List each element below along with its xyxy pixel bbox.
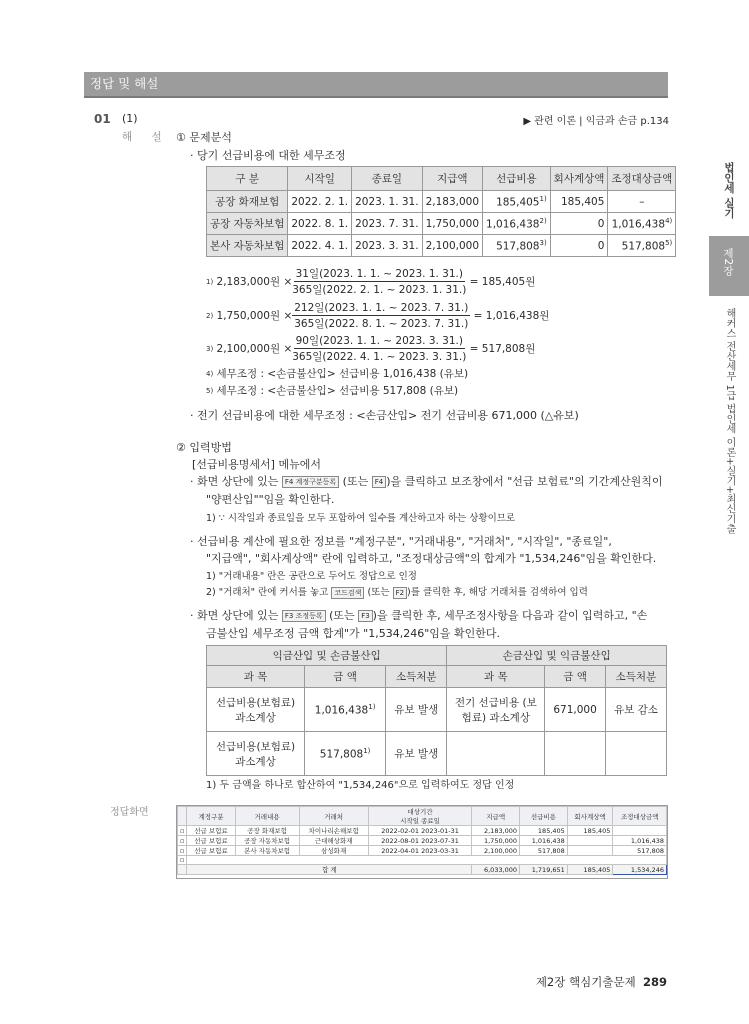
table-cell: 2023. 7. 31. [352,213,422,235]
side-category: 법인세 실기 [723,162,735,219]
adjustment-register-button[interactable]: F3 조정등록 [282,610,326,622]
cell-value: 1,016,438 [611,218,666,231]
grid-cell[interactable]: 삼성화재 [299,846,368,856]
col-header: 소득처분 [605,666,666,688]
table-cell: 2023. 1. 31. [352,191,422,213]
total-cell: 1,534,246 [613,865,667,875]
instruction-1-line2: "양편산입""임을 확인한다. [206,493,335,506]
grid-col-header: 선급비용 [520,807,568,826]
grid-cell[interactable] [368,826,472,836]
grid-cell[interactable] [187,856,667,865]
cell-value: 517,808 [496,240,540,253]
account-type-register-button[interactable]: F4 계정구분등록 [282,476,339,488]
menu-path: [선급비용명세서] 메뉴에서 [192,458,321,471]
question-sub: (1) [122,112,138,125]
table-cell [483,191,551,213]
f3-key[interactable]: F3 [358,610,372,622]
related-theory-ref: ▶ 관련 이론 | 익금과 손금 p.134 [523,116,669,127]
formula-lead: 2,183,000원 × [216,276,293,288]
grid-header-row [178,807,667,826]
start-date[interactable]: 2022-04-01 [381,846,420,855]
footnote-mark: 2) [539,216,547,225]
total-label: 합 계 [187,865,472,875]
end-date-header: 종료일 [421,817,440,825]
instruction-3: · 화면 상단에 있는 F3 조정등록 (또는 F3 )을 클릭한 후, 세무조정사항을 다음과 같이 입력하고, "손 [190,609,648,622]
page-number: 289 [642,975,667,989]
instruction-2-line2: "지급액", "회사계상액" 란에 입력하고, "조정대상금액"의 합계가 "1,534,246"임을 확인한다. [206,552,657,565]
answer-screen-grid [176,805,668,879]
formula-result: = 1,016,438원 [473,310,550,322]
end-date[interactable]: 2023-03-31 [421,846,459,855]
grid-cell[interactable]: 185,405 [520,826,568,836]
row-label: 본사 자동차보험 [207,235,288,257]
text: (또는 [329,609,355,622]
formula-lead: 1,750,000원 × [216,310,293,322]
prepaid-table [206,166,676,257]
table-cell [305,732,386,776]
instruction-2: · 선급비용 계산에 필요한 정보를 "계정구분", "거래내용", "거래처", "시작일", "종료일", [190,535,612,548]
question-number: 01 [94,112,111,126]
table-cell: 선급비용(보험료) 과소계상 [207,688,305,732]
adjustment-text: 세무조정 : <손금불산입> 선급비용 517,808 (유보) [216,385,459,397]
table-header-row [207,167,676,191]
code-search-button[interactable]: 코드검색 [331,587,364,599]
cell-value: 1,016,438 [486,218,540,231]
table-row [207,732,667,776]
table-cell: – [608,191,676,213]
grid-col-header [368,807,472,826]
grid-col-header: 계정구분 [187,807,235,826]
grid-cell[interactable]: 517,808 [613,846,667,856]
grid-cell[interactable]: 선급 보험료 [187,826,235,836]
grid-cell[interactable]: 2,100,000 [472,846,520,856]
table-cell [483,235,551,257]
grid-cell[interactable] [567,836,613,846]
table-cell: 0 [550,213,608,235]
table-cell: 671,000 [545,688,606,732]
table-row [207,688,667,732]
table-cell: 2,183,000 [422,191,482,213]
instruction-2-note2 [206,584,588,599]
table-cell: 185,405 [550,191,608,213]
section2-title: ② 입력방법 [176,441,232,454]
col-header: 금 액 [305,666,386,688]
footnote-mark: 2) [206,311,214,320]
grid-cell [178,865,187,875]
footnote-mark: 4) [206,369,214,378]
start-date[interactable]: 2022-02-01 [381,826,420,835]
adjustment-note-4 [206,366,468,381]
table-cell: 전기 선급비용 (보험료) 과소계상 [447,688,545,732]
start-date-header: 시작일 [400,817,420,825]
table-cell: 유보 감소 [605,688,666,732]
col-header: 과 목 [447,666,545,688]
grid-cell[interactable]: 선급 보험료 [187,836,235,846]
col-header: 구 분 [207,167,288,191]
table-row [207,235,676,257]
text: (또는 [342,475,369,488]
start-date[interactable]: 2022-08-01 [381,836,420,845]
formula-lead: 2,100,000원 × [216,343,293,355]
grid-col-header: 조정대상금액 [613,807,667,826]
f2-key[interactable]: F2 [393,587,407,599]
formula-result: = 185,405원 [469,276,536,288]
text: 화면 상단에 있는 [197,475,279,488]
grid-col-header: 거래내용 [235,807,299,826]
grid-row-empty[interactable] [178,856,667,865]
table-cell: 유보 발생 [386,732,447,776]
formula-2 [206,300,549,331]
table-cell: 2022. 2. 1. [288,191,352,213]
row-label: 공장 화재보험 [207,191,288,213]
grid-row[interactable] [178,826,667,836]
f4-key[interactable]: F4 [372,476,386,488]
end-date[interactable]: 2023-01-31 [421,826,459,835]
row-checkbox[interactable]: ▫ [178,846,187,856]
footnote-mark: 5) [665,238,673,247]
table-cell: 2022. 4. 1. [288,235,352,257]
table-cell [305,688,386,732]
fraction-denominator: 365일(2022. 2. 1. ~ 2023. 1. 31.) [292,284,467,296]
group-header-row [207,646,667,666]
table-cell: 1,750,000 [422,213,482,235]
grid-col-header: 회사계상액 [567,807,613,826]
fraction [292,266,466,297]
chapter-tab-label: 제2장 [722,248,734,276]
table-cell: 2023. 3. 31. [352,235,422,257]
table-cell: 선급비용(보험료) 과소계상 [207,732,305,776]
formula-1 [206,266,535,297]
col-header: 과 목 [207,666,305,688]
table-cell [608,213,676,235]
bullet-prior-prepaid: · 전기 선급비용에 대한 세무조정 : <손금산입> 전기 선급비용 671,000 (△유보) [190,409,579,422]
checkbox-col [178,807,187,826]
grid-cell[interactable]: 185,405 [567,826,613,836]
footer-chapter: 제2장 핵심기출문제 [535,975,636,989]
grid-table [177,806,667,875]
table-cell [545,732,606,776]
fraction-denominator: 365일(2022. 8. 1. ~ 2023. 7. 31.) [294,318,469,330]
col-header: 시작일 [288,167,352,191]
row-label: 공장 자동차보험 [207,213,288,235]
fraction [292,300,470,331]
footnote-mark: 1) [363,746,371,755]
table-row [207,191,676,213]
grid-cell[interactable] [613,826,667,836]
col-header: 소득처분 [386,666,447,688]
instruction-1: · 화면 상단에 있는 F4 계정구분등록 (또는 F4 )을 클릭하고 보조창에서 "선급 보험료"의 기간계산원칙이 [190,475,663,488]
total-cell: 1,719,651 [520,865,568,875]
total-cell: 185,405 [567,865,613,875]
row-checkbox[interactable]: ▫ [178,856,187,865]
group-header: 손금산입 및 익금불산입 [447,646,667,666]
footnote-mark: 1) [206,277,214,286]
footnote-mark: 3) [539,238,547,247]
col-header: 종료일 [352,167,422,191]
cell-value: 517,808 [319,748,364,761]
total-cell: 6,033,000 [472,865,520,875]
grid-cell[interactable]: 차이나리손해보험 [299,826,368,836]
col-header: 금 액 [545,666,606,688]
end-date[interactable]: 2023-07-31 [421,836,459,845]
fraction-numerator: 31일(2023. 1. 1. ~ 2023. 1. 31.) [295,268,463,280]
book-title: 해커스 전산세무 1급 법인세 이론+실기+최신기출 [724,308,735,534]
table-cell [605,732,666,776]
table-footnote: 1) 두 금액을 하나로 합산하여 "1,534,246"으로 입력하여도 정답 인정 [206,780,515,791]
formula-result: = 517,808원 [469,343,536,355]
text: )을 클릭하고 보조창에서 "선급 보험료"의 기간계산원칙이 [386,475,663,488]
col-header: 회사계상액 [550,167,608,191]
grid-row[interactable] [178,836,667,846]
row-checkbox[interactable]: ▫ [178,836,187,846]
fraction-denominator: 365일(2022. 4. 1. ~ 2023. 3. 31.) [292,351,467,363]
text: 2) "거래처" 란에 커서를 놓고 [206,587,329,598]
table-cell: 2022. 8. 1. [288,213,352,235]
table-row [207,213,676,235]
grid-row[interactable] [178,846,667,856]
table-cell [447,732,545,776]
fraction-numerator: 90일(2023. 1. 1. ~ 2023. 3. 31.) [295,335,463,347]
footnote-mark: 4) [665,216,673,225]
grid-cell[interactable]: 선급 보험료 [187,846,235,856]
col-header: 조정대상금액 [608,167,676,191]
table-cell: 0 [550,235,608,257]
grid-cell[interactable]: 본사 자동차보험 [235,846,299,856]
adjustment-note-5 [206,383,458,398]
text: 화면 상단에 있는 [197,609,279,622]
footnote-mark: 1) [368,702,376,711]
table-cell [483,213,551,235]
adjustment-text: 세무조정 : <손금불산입> 선급비용 1,016,438 (유보) [216,368,469,380]
table-cell [608,235,676,257]
page-footer [536,974,667,990]
col-header: 선급비용 [483,167,551,191]
grid-cell[interactable]: 1,016,438 [520,836,568,846]
section1-title: ① 문제분석 [176,131,232,144]
cell-value: 185,405 [496,196,540,209]
row-checkbox[interactable]: ▫ [178,826,187,836]
instruction-3-line2: 금불산입 세무조정 금액 합계"가 "1,534,246"임을 확인한다. [206,627,501,640]
instruction-1-note: 1) ∵ 시작일과 종료일을 모두 포함하여 일수를 계산하고자 하는 상황이므로 [206,513,516,524]
bullet-current-prepaid: · 당기 선급비용에 대한 세무조정 [190,149,346,162]
grid-cell[interactable]: 1,750,000 [472,836,520,846]
footnote-mark: 3) [206,344,214,353]
grid-cell[interactable]: 1,016,438 [613,836,667,846]
grid-col-header: 지급액 [472,807,520,826]
grid-col-header: 거래처 [299,807,368,826]
grid-cell[interactable] [368,836,472,846]
cell-value: 517,808 [621,240,666,253]
grid-cell[interactable]: 공장 화재보험 [235,826,299,836]
chapter-tab[interactable] [709,236,749,296]
footnote-mark: 5) [206,386,214,395]
instruction-2-note1: 1) "거래내용" 란은 공란으로 두어도 정답으로 인정 [206,571,417,582]
fraction-numerator: 212일(2023. 1. 1. ~ 2023. 7. 31.) [294,302,469,314]
grid-total-row [178,865,667,875]
text: )를 클릭한 후, 해당 거래처를 검색하여 입력 [407,587,588,598]
grid-cell[interactable]: 517,808 [520,846,568,856]
period-header: 대상기간 [407,808,433,816]
text: (또는 [367,587,390,598]
formula-3 [206,333,535,364]
explanation-label: 해 설 [122,131,170,143]
answer-screen-label: 정답화면 [110,807,149,818]
footnote-mark: 1) [539,194,547,203]
fraction [292,333,466,364]
grid-cell[interactable]: 근대해상화재 [299,836,368,846]
col-header: 지급액 [422,167,482,191]
answer-section-header: 정답 및 해설 [84,72,668,96]
column-header-row [207,666,667,688]
table-cell: 유보 발생 [386,688,447,732]
grid-cell[interactable] [567,846,613,856]
text: 선급비용 계산에 필요한 정보를 "계정구분", "거래내용", "거래처", "시작일", "종료일", [197,535,612,548]
text: )을 클릭한 후, 세무조정사항을 다음과 같이 입력하고, "손 [372,609,648,622]
bullet-text: 전기 선급비용에 대한 세무조정 : <손금산입> 전기 선급비용 671,000 (△유보) [197,409,579,422]
bullet-text: 당기 선급비용에 대한 세무조정 [197,149,346,162]
header-divider [84,96,668,98]
tax-adjustment-table [206,645,667,776]
grid-cell[interactable] [368,846,472,856]
grid-cell[interactable]: 2,183,000 [472,826,520,836]
cell-value: 1,016,438 [314,704,369,717]
grid-cell[interactable]: 공장 자동차보험 [235,836,299,846]
group-header: 익금산입 및 손금불산입 [207,646,447,666]
table-cell: 2,100,000 [422,235,482,257]
